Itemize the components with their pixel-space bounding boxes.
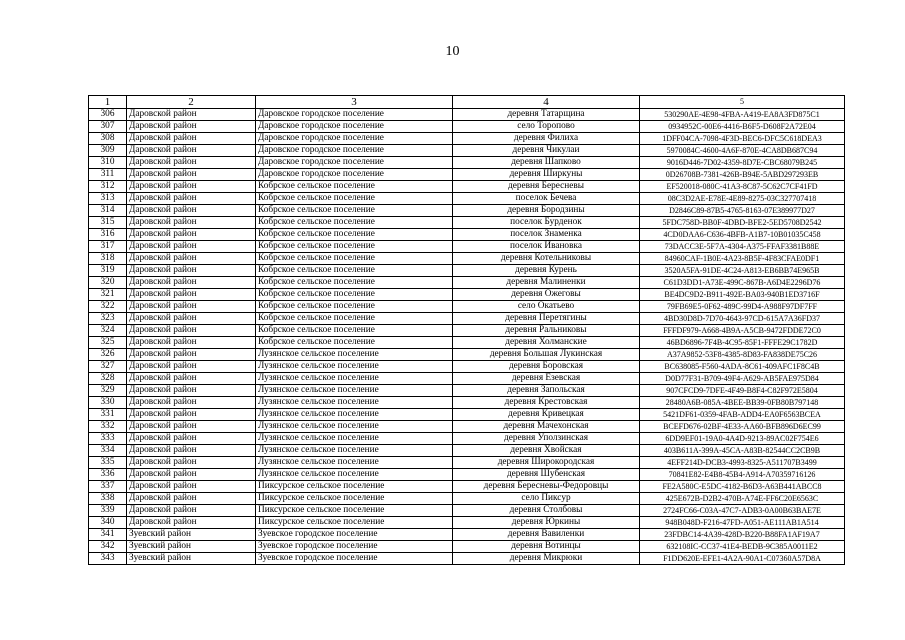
settlement-cell: деревня Мачехонская — [453, 421, 640, 433]
district-cell: Даровской район — [127, 337, 256, 349]
settlement-cell: деревня Столбовы — [453, 505, 640, 517]
municipality-cell: Кобрское сельское поселение — [256, 217, 453, 229]
settlement-cell: деревня Юркины — [453, 517, 640, 529]
district-cell: Даровской район — [127, 121, 256, 133]
municipality-cell: Пиксурское сельское поселение — [256, 493, 453, 505]
municipality-cell: Кобрское сельское поселение — [256, 289, 453, 301]
row-number-cell: 314 — [89, 205, 127, 217]
column-header: 1 — [89, 96, 127, 109]
settlement-cell: деревня Бересневы-Федоровцы — [453, 481, 640, 493]
municipality-cell: Даровское городское поселение — [256, 133, 453, 145]
district-cell: Даровской район — [127, 457, 256, 469]
municipality-cell: Кобрское сельское поселение — [256, 337, 453, 349]
row-number-cell: 323 — [89, 313, 127, 325]
district-cell: Зуевский район — [127, 541, 256, 553]
municipality-cell: Даровское городское поселение — [256, 145, 453, 157]
row-number-cell: 317 — [89, 241, 127, 253]
column-header: 2 — [127, 96, 256, 109]
row-number-cell: 327 — [89, 361, 127, 373]
settlements-table — [88, 95, 845, 565]
row-number-cell: 332 — [89, 421, 127, 433]
guid-cell: BE4DC9D2-B911-492E-BA03-940B1ED3716F — [640, 289, 845, 301]
settlement-cell: поселок Знаменка — [453, 229, 640, 241]
table-row — [89, 529, 845, 541]
table-row — [89, 121, 845, 133]
row-number-cell: 339 — [89, 505, 127, 517]
guid-cell: 5970084C-4600-4A6F-870E-4CA8DB687C94 — [640, 145, 845, 157]
table-row — [89, 157, 845, 169]
column-header: 3 — [256, 96, 453, 109]
settlement-cell: деревня Бересневы — [453, 181, 640, 193]
settlement-cell: деревня Большая Лукинская — [453, 349, 640, 361]
row-number-cell: 311 — [89, 169, 127, 181]
settlement-cell: поселок Ивановка — [453, 241, 640, 253]
row-number-cell: 324 — [89, 325, 127, 337]
settlement-cell: деревня Чикулаи — [453, 145, 640, 157]
municipality-cell: Кобрское сельское поселение — [256, 241, 453, 253]
row-number-cell: 322 — [89, 301, 127, 313]
municipality-cell: Зуевское городское поселение — [256, 541, 453, 553]
district-cell: Даровской район — [127, 181, 256, 193]
table-row — [89, 433, 845, 445]
district-cell: Зуевский район — [127, 529, 256, 541]
guid-cell: 5421DF61-0359-4FAB-ADD4-EA0F6563BCEA — [640, 409, 845, 421]
municipality-cell: Кобрское сельское поселение — [256, 253, 453, 265]
municipality-cell: Кобрское сельское поселение — [256, 301, 453, 313]
table-row — [89, 253, 845, 265]
district-cell: Даровской район — [127, 229, 256, 241]
district-cell: Даровской район — [127, 157, 256, 169]
guid-cell: 08C3D2AE-E78E-4E89-8275-03C327707418 — [640, 193, 845, 205]
row-number-cell: 328 — [89, 373, 127, 385]
guid-cell: 2724FC66-C03A-47C7-ADB3-0A00B63BAE7E — [640, 505, 845, 517]
district-cell: Даровской район — [127, 349, 256, 361]
row-number-cell: 320 — [89, 277, 127, 289]
guid-cell: 46BD6896-7F4B-4C95-85F1-FFFE29C1782D — [640, 337, 845, 349]
row-number-cell: 307 — [89, 121, 127, 133]
table-row — [89, 409, 845, 421]
municipality-cell: Даровское городское поселение — [256, 109, 453, 121]
district-cell: Даровской район — [127, 241, 256, 253]
row-number-cell: 338 — [89, 493, 127, 505]
district-cell: Даровской район — [127, 481, 256, 493]
guid-cell: FFFDF979-A668-4B9A-A5CB-9472FDDE72C0 — [640, 325, 845, 337]
table-row — [89, 517, 845, 529]
row-number-cell: 310 — [89, 157, 127, 169]
district-cell: Зуевский район — [127, 553, 256, 565]
table-row — [89, 133, 845, 145]
table-row — [89, 553, 845, 565]
table-row — [89, 217, 845, 229]
district-cell: Даровской район — [127, 289, 256, 301]
municipality-cell: Лузянское сельское поселение — [256, 409, 453, 421]
municipality-cell: Кобрское сельское поселение — [256, 229, 453, 241]
municipality-cell: Лузянское сельское поселение — [256, 445, 453, 457]
municipality-cell: Лузянское сельское поселение — [256, 361, 453, 373]
table-row — [89, 349, 845, 361]
settlement-cell: деревня Уползинская — [453, 433, 640, 445]
municipality-cell: Даровское городское поселение — [256, 121, 453, 133]
row-number-cell: 340 — [89, 517, 127, 529]
settlement-cell: деревня Ожеговы — [453, 289, 640, 301]
guid-cell: 9016D446-7D02-4359-8D7E-CBC68079B245 — [640, 157, 845, 169]
page-number: 10 — [445, 44, 460, 59]
municipality-cell: Кобрское сельское поселение — [256, 205, 453, 217]
settlement-cell: деревня Перетягины — [453, 313, 640, 325]
table-row — [89, 169, 845, 181]
table-row — [89, 241, 845, 253]
settlement-cell: село Пиксур — [453, 493, 640, 505]
district-cell: Даровской район — [127, 133, 256, 145]
district-cell: Даровской район — [127, 265, 256, 277]
municipality-cell: Даровское городское поселение — [256, 157, 453, 169]
district-cell: Даровской район — [127, 445, 256, 457]
row-number-cell: 342 — [89, 541, 127, 553]
municipality-cell: Пиксурское сельское поселение — [256, 517, 453, 529]
guid-cell: 70841E82-E4B8-45B4-A914-A70359716126 — [640, 469, 845, 481]
row-number-cell: 313 — [89, 193, 127, 205]
column-header: 4 — [453, 96, 640, 109]
row-number-cell: 309 — [89, 145, 127, 157]
row-number-cell: 335 — [89, 457, 127, 469]
table-row — [89, 373, 845, 385]
settlement-cell: деревня Котельниковы — [453, 253, 640, 265]
row-number-cell: 334 — [89, 445, 127, 457]
settlement-cell: деревня Запольская — [453, 385, 640, 397]
municipality-cell: Лузянское сельское поселение — [256, 349, 453, 361]
district-cell: Даровской район — [127, 433, 256, 445]
table-row — [89, 289, 845, 301]
guid-cell: BC638085-F560-4ADA-8C61-409AFC1F8C4B — [640, 361, 845, 373]
guid-cell: D0D77F31-B709-49F4-A629-AB5FAE975D84 — [640, 373, 845, 385]
settlement-cell: деревня Филиха — [453, 133, 640, 145]
district-cell: Даровской район — [127, 253, 256, 265]
guid-cell: 403B611A-399A-45CA-A83B-82544CC2CB9B — [640, 445, 845, 457]
row-number-cell: 312 — [89, 181, 127, 193]
table-row — [89, 445, 845, 457]
district-cell: Даровской район — [127, 385, 256, 397]
table-row — [89, 313, 845, 325]
table-row — [89, 109, 845, 121]
settlement-cell: деревня Кривецкая — [453, 409, 640, 421]
district-cell: Даровской район — [127, 169, 256, 181]
table-row — [89, 265, 845, 277]
district-cell: Даровской район — [127, 325, 256, 337]
table-row — [89, 397, 845, 409]
guid-cell: FE2A580C-E5DC-4182-B6D3-A63B441ABCC8 — [640, 481, 845, 493]
settlement-cell: поселок Бечева — [453, 193, 640, 205]
table-row — [89, 469, 845, 481]
table-row — [89, 145, 845, 157]
municipality-cell: Кобрское сельское поселение — [256, 265, 453, 277]
municipality-cell: Лузянское сельское поселение — [256, 457, 453, 469]
settlement-cell: деревня Вотинцы — [453, 541, 640, 553]
guid-cell: D2846C89-87B5-4765-8163-07E389977D27 — [640, 205, 845, 217]
settlement-cell: деревня Вавиленки — [453, 529, 640, 541]
row-number-cell: 331 — [89, 409, 127, 421]
table-body — [89, 109, 845, 565]
row-number-cell: 343 — [89, 553, 127, 565]
row-number-cell: 308 — [89, 133, 127, 145]
district-cell: Даровской район — [127, 277, 256, 289]
column-header: 5 — [640, 96, 845, 109]
row-number-cell: 336 — [89, 469, 127, 481]
district-cell: Даровской район — [127, 421, 256, 433]
guid-cell: 530290AE-4E98-4FBA-A419-EA8A3FD875C1 — [640, 109, 845, 121]
district-cell: Даровской район — [127, 409, 256, 421]
table-row — [89, 205, 845, 217]
row-number-cell: 341 — [89, 529, 127, 541]
table-header-row — [89, 96, 845, 109]
table-row — [89, 229, 845, 241]
table-row — [89, 181, 845, 193]
row-number-cell: 325 — [89, 337, 127, 349]
municipality-cell: Лузянское сельское поселение — [256, 397, 453, 409]
settlement-cell: деревня Боровская — [453, 361, 640, 373]
row-number-cell: 318 — [89, 253, 127, 265]
guid-cell: 4BD30D8D-7D70-4643-97CD-615A7A36FD37 — [640, 313, 845, 325]
table-row — [89, 385, 845, 397]
settlement-cell: деревня Ральниковы — [453, 325, 640, 337]
table-row — [89, 337, 845, 349]
row-number-cell: 316 — [89, 229, 127, 241]
table-row — [89, 541, 845, 553]
row-number-cell: 329 — [89, 385, 127, 397]
district-cell: Даровской район — [127, 205, 256, 217]
guid-cell: 4EFF214D-DCB3-4993-8325-A511707B3499 — [640, 457, 845, 469]
table-row — [89, 361, 845, 373]
table-row — [89, 277, 845, 289]
settlement-cell: деревня Малиненки — [453, 277, 640, 289]
settlement-cell: село Окатьево — [453, 301, 640, 313]
table-row — [89, 193, 845, 205]
settlement-cell: деревня Холманские — [453, 337, 640, 349]
municipality-cell: Лузянское сельское поселение — [256, 385, 453, 397]
municipality-cell: Кобрское сельское поселение — [256, 181, 453, 193]
municipality-cell: Кобрское сельское поселение — [256, 193, 453, 205]
guid-cell: 84960CAF-1B0E-4A23-8B5F-4F83CFAE0DF1 — [640, 253, 845, 265]
guid-cell: 425E672B-D2B2-470B-A74E-FF6C20E6563C — [640, 493, 845, 505]
guid-cell: 4CD0DAA6-C636-4BFB-A1B7-10B01035C458 — [640, 229, 845, 241]
row-number-cell: 337 — [89, 481, 127, 493]
settlement-cell: село Торопово — [453, 121, 640, 133]
municipality-cell: Лузянское сельское поселение — [256, 421, 453, 433]
table-row — [89, 457, 845, 469]
settlement-cell: поселок Бурденок — [453, 217, 640, 229]
guid-cell: 3520A5FA-91DE-4C24-A813-EB6BB74E965B — [640, 265, 845, 277]
municipality-cell: Лузянское сельское поселение — [256, 433, 453, 445]
settlement-cell: деревня Микрюки — [453, 553, 640, 565]
row-number-cell: 321 — [89, 289, 127, 301]
district-cell: Даровской район — [127, 517, 256, 529]
district-cell: Даровской район — [127, 373, 256, 385]
district-cell: Даровской район — [127, 193, 256, 205]
settlement-cell: деревня Широкородская — [453, 457, 640, 469]
district-cell: Даровской район — [127, 397, 256, 409]
municipality-cell: Лузянское сельское поселение — [256, 469, 453, 481]
settlement-cell: деревня Шапково — [453, 157, 640, 169]
settlement-cell: деревня Татарщина — [453, 109, 640, 121]
table-row — [89, 493, 845, 505]
guid-cell: 79FB69E5-0F62-489C-99D4-A988F97DF7FF — [640, 301, 845, 313]
municipality-cell: Кобрское сельское поселение — [256, 313, 453, 325]
municipality-cell: Зуевское городское поселение — [256, 529, 453, 541]
district-cell: Даровской район — [127, 313, 256, 325]
guid-cell: 0D26708B-7381-426B-B94E-5ABD297293EB — [640, 169, 845, 181]
municipality-cell: Кобрское сельское поселение — [256, 277, 453, 289]
guid-cell: 632108IC-CC37-41E4-BEDB-9C385A0011E2 — [640, 541, 845, 553]
settlement-cell: деревня Хвойская — [453, 445, 640, 457]
district-cell: Даровской район — [127, 469, 256, 481]
guid-cell: 28480A6B-085A-4BEE-BB39-0FB80B797148 — [640, 397, 845, 409]
guid-cell: EF520018-080C-41A3-8C87-5C62C7CF41FD — [640, 181, 845, 193]
guid-cell: 6DD9EF01-19A0-4A4D-9213-89AC02F754E6 — [640, 433, 845, 445]
settlement-cell: деревня Курень — [453, 265, 640, 277]
guid-cell: 1DFF04CA-7098-4F3D-BEC6-DFC5C618DEA3 — [640, 133, 845, 145]
guid-cell: 0934952C-00E6-4416-B6F5-D608F2A72E04 — [640, 121, 845, 133]
table-row — [89, 505, 845, 517]
settlement-cell: деревня Крестовская — [453, 397, 640, 409]
guid-cell: C61D3DD1-A73E-499C-867B-A6D4E2296D76 — [640, 277, 845, 289]
settlement-cell: деревня Ширкуны — [453, 169, 640, 181]
settlement-cell: деревня Бородзины — [453, 205, 640, 217]
municipality-cell: Пиксурское сельское поселение — [256, 505, 453, 517]
municipality-cell: Кобрское сельское поселение — [256, 325, 453, 337]
guid-cell: 948B048D-F216-47FD-A051-AE111AB1A514 — [640, 517, 845, 529]
municipality-cell: Лузянское сельское поселение — [256, 373, 453, 385]
row-number-cell: 333 — [89, 433, 127, 445]
guid-cell: 23FDBC14-4A39-428D-B220-B88FA1AF19A7 — [640, 529, 845, 541]
district-cell: Даровской район — [127, 109, 256, 121]
row-number-cell: 326 — [89, 349, 127, 361]
guid-cell: BCEFD676-02BF-4E33-AA60-BFB896D6EC99 — [640, 421, 845, 433]
guid-cell: 73DACC3E-5F7A-4304-A375-FFAF3381B88E — [640, 241, 845, 253]
guid-cell: A37A9852-53F8-4385-8D83-FA838DE75C26 — [640, 349, 845, 361]
district-cell: Даровской район — [127, 301, 256, 313]
table-row — [89, 301, 845, 313]
row-number-cell: 330 — [89, 397, 127, 409]
district-cell: Даровской район — [127, 493, 256, 505]
table-row — [89, 481, 845, 493]
settlement-cell: деревня Езевская — [453, 373, 640, 385]
guid-cell: 5FDC758D-BB0F-4DBD-BFE2-5ED5708D2542 — [640, 217, 845, 229]
row-number-cell: 319 — [89, 265, 127, 277]
district-cell: Даровской район — [127, 361, 256, 373]
settlement-cell: деревня Шубенская — [453, 469, 640, 481]
district-cell: Даровской район — [127, 505, 256, 517]
row-number-cell: 306 — [89, 109, 127, 121]
municipality-cell: Зуевское городское поселение — [256, 553, 453, 565]
table-row — [89, 325, 845, 337]
district-cell: Даровской район — [127, 145, 256, 157]
municipality-cell: Пиксурское сельское поселение — [256, 481, 453, 493]
guid-cell: 907CFCD9-7DFE-4F49-B8F4-C82F972E5804 — [640, 385, 845, 397]
municipality-cell: Даровское городское поселение — [256, 169, 453, 181]
guid-cell: F1DD620E-EFE1-4A2A-90A1-C07360A57D8A — [640, 553, 845, 565]
district-cell: Даровской район — [127, 217, 256, 229]
table-row — [89, 421, 845, 433]
row-number-cell: 315 — [89, 217, 127, 229]
